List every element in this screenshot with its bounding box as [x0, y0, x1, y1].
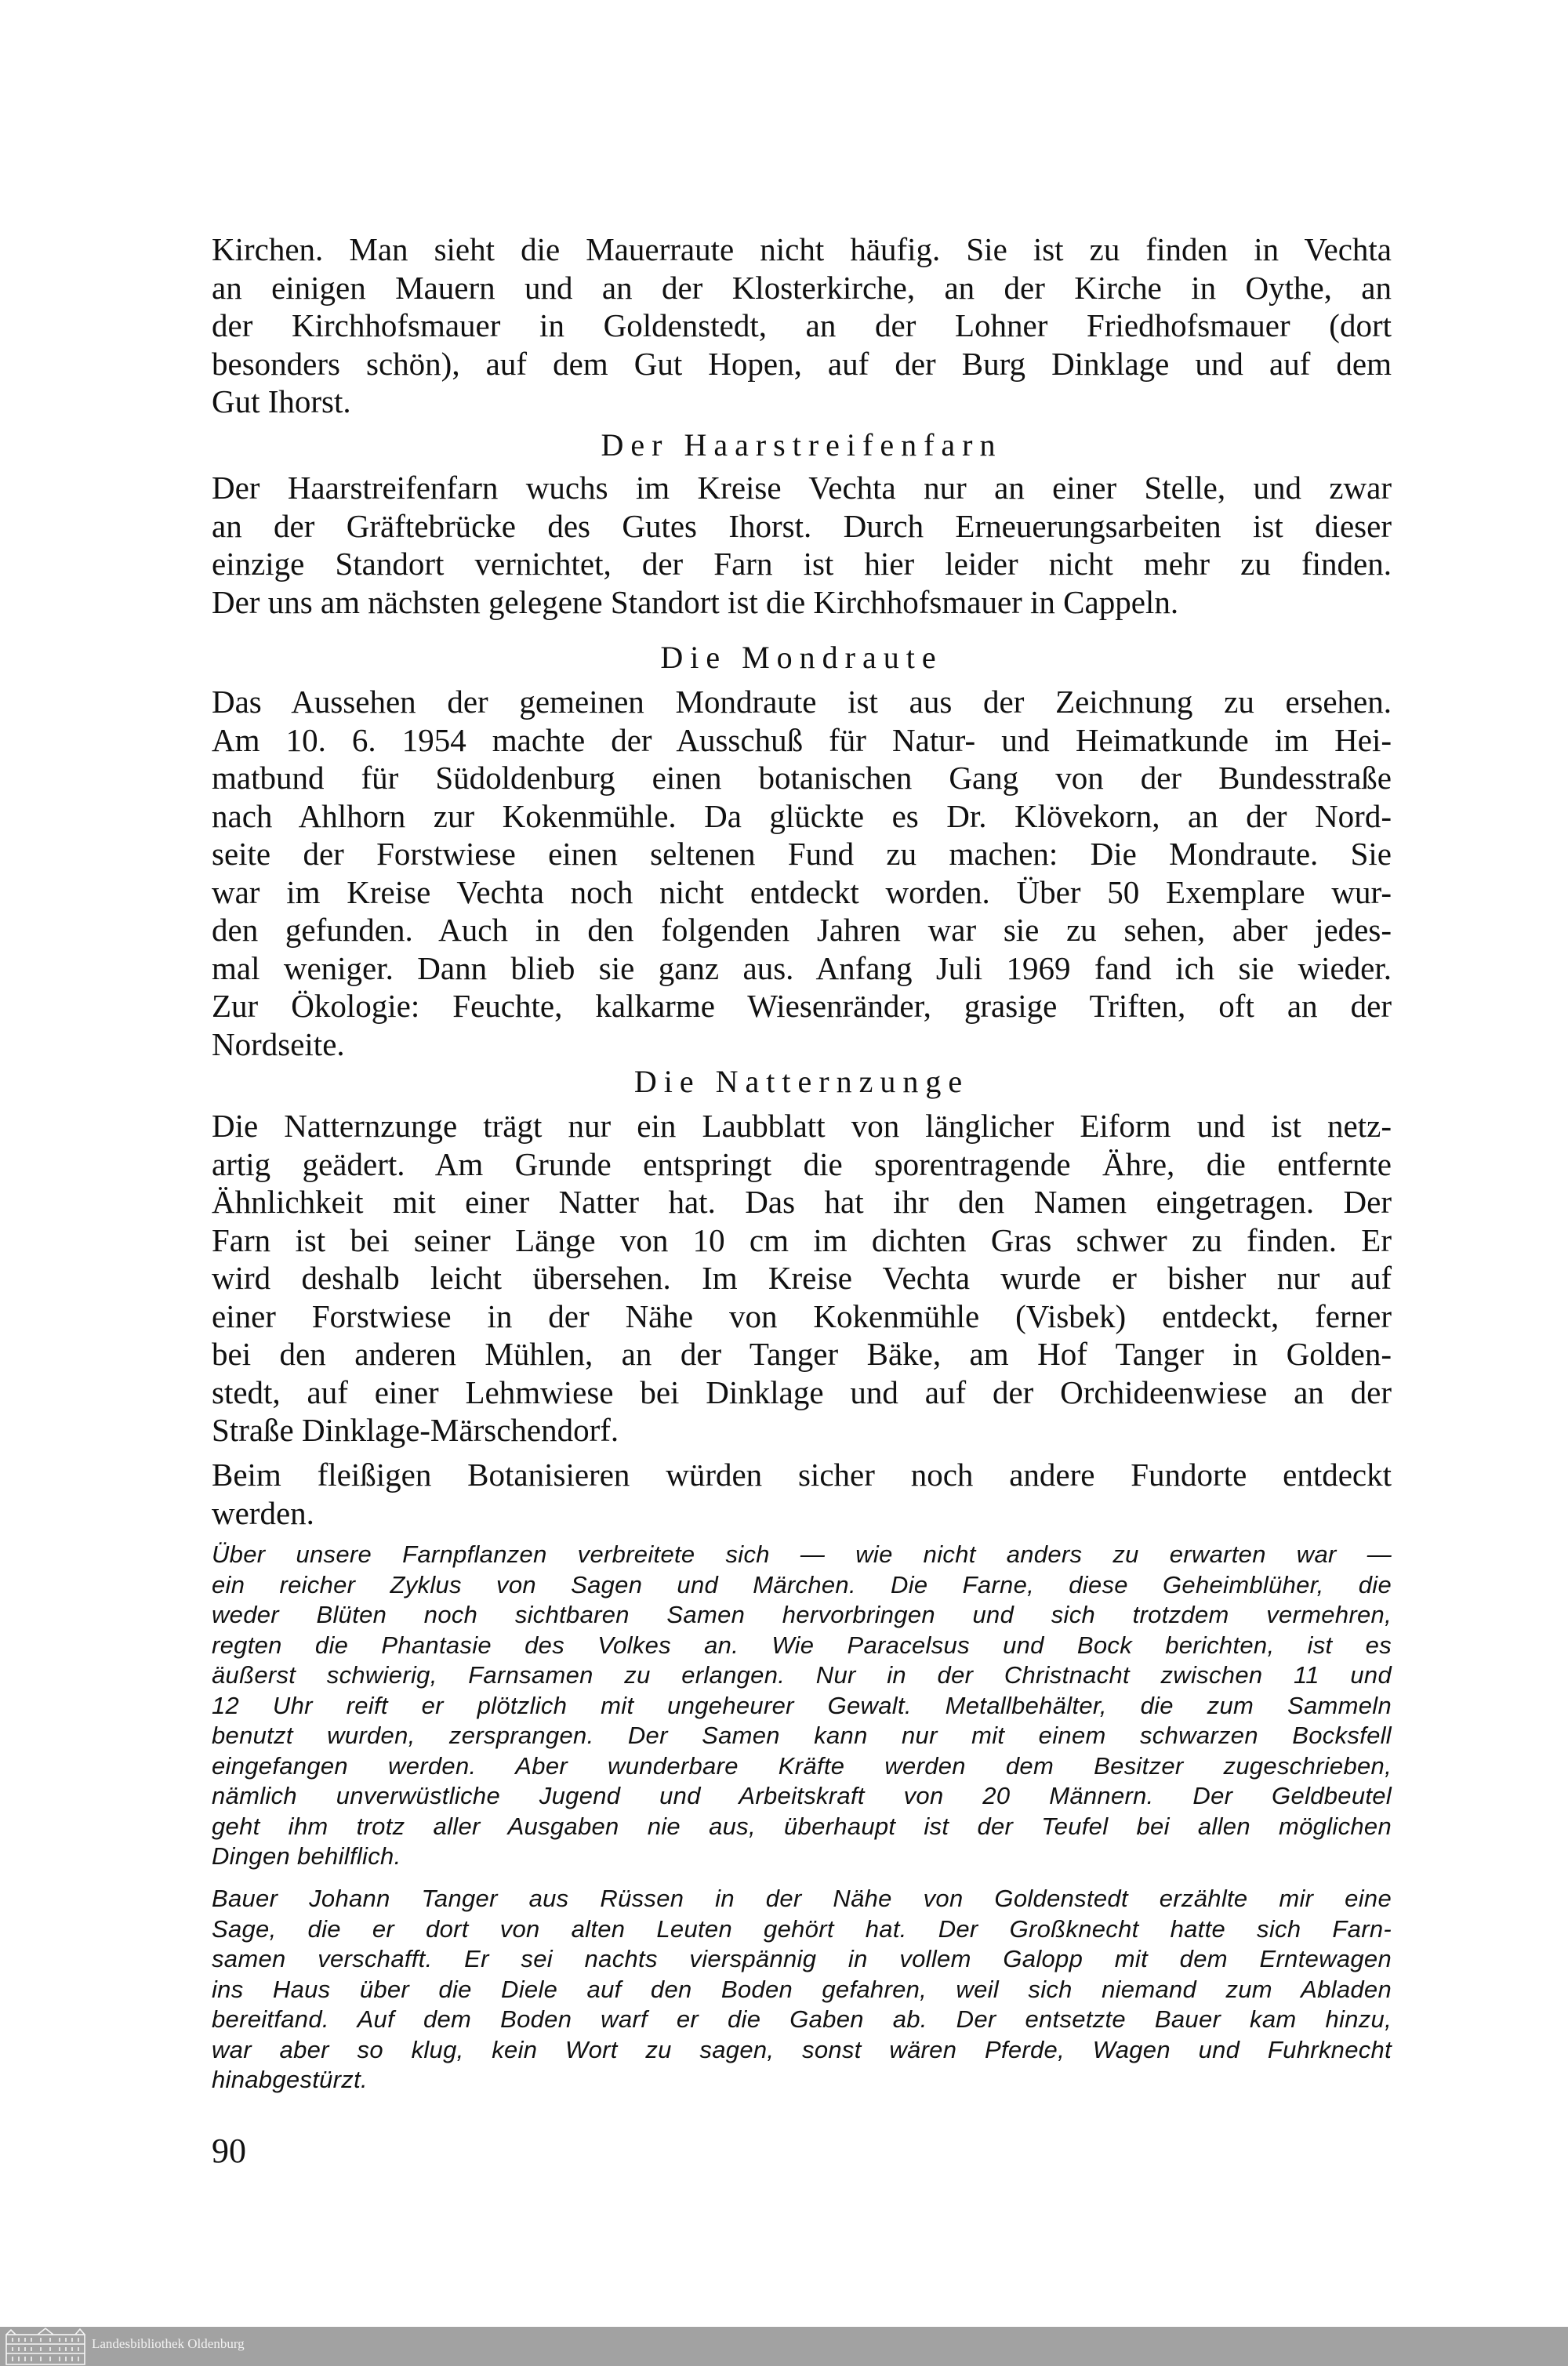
text-line: mal weniger. Dann blieb sie ganz aus. Anfang Juli 1969 fand ich sie wieder.	[212, 949, 1392, 986]
text-line: seite der Forstwiese einen seltenen Fund zu machen: Die Mondraute. Sie	[212, 836, 1392, 872]
text-line: hinabgestürzt.	[212, 2066, 368, 2093]
text-line: werden.	[212, 1494, 314, 1531]
text-line: Straße Dinklage-Märschendorf.	[212, 1412, 619, 1448]
paragraph	[212, 1456, 1392, 1532]
text-line: war im Kreise Vechta noch nicht entdeckt worden. Über 50 Exemplare wur-	[212, 873, 1392, 910]
paragraph	[212, 469, 1392, 621]
text-line: geht ihm trotz aller Ausgaben nie aus, überhaupt ist der Teufel bei allen möglichen	[212, 1812, 1392, 1840]
italic-paragraph	[212, 1884, 1392, 2096]
text-line: Kirchen. Man sieht die Mauerraute nicht häufig. Sie ist zu finden in Vechta	[212, 231, 1392, 267]
text-line: Bauer Johann Tanger aus Rüssen in der Nähe von Goldenstedt erzählte mir eine	[212, 1885, 1392, 1912]
italic-paragraph	[212, 1540, 1392, 1872]
text-line: bei den anderen Mühlen, an der Tanger Bäke, am Hof Tanger in Golden-	[212, 1336, 1392, 1372]
paragraph	[212, 230, 1392, 421]
text-line: Über unsere Farnpflanzen verbreitete sich — wie nicht anders zu erwarten war —	[212, 1540, 1392, 1568]
text-line: regten die Phantasie des Volkes an. Wie Paracelsus und Bock berichten, ist es	[212, 1631, 1392, 1659]
paragraph	[212, 1107, 1392, 1450]
text-line: äußerst schwierig, Farnsamen zu erlangen. Nur in der Christnacht zwischen 11 und	[212, 1661, 1392, 1689]
text-line: nämlich unverwüstliche Jugend und Arbeitskraft von 20 Männern. Der Geldbeutel	[212, 1782, 1392, 1809]
text-line: matbund für Südoldenburg einen botanischen Gang von der Bundesstraße	[212, 760, 1392, 796]
text-line: eingefangen werden. Aber wunderbare Kräfte werden dem Besitzer zugeschrieben,	[212, 1751, 1392, 1780]
text-line: Sage, die er dort von alten Leuten gehört hat. Der Großknecht hatte sich Farn-	[212, 1914, 1392, 1943]
text-line: an der Gräftebrücke des Gutes Ihorst. Durch Erneuerungsarbeiten ist dieser	[212, 507, 1392, 544]
text-line: Zur Ökologie: Feuchte, kalkarme Wiesenränder, grasige Triften, oft an der	[212, 988, 1392, 1024]
text-line: stedt, auf einer Lehmwiese bei Dinklage und auf der Orchideenwiese an der	[212, 1374, 1392, 1410]
text-line: ins Haus über die Diele auf den Boden gefahren, weil sich niemand zum Abladen	[212, 1975, 1392, 2003]
paragraph	[212, 683, 1392, 1063]
text-line: Das Aussehen der gemeinen Mondraute ist aus der Zeichnung zu ersehen.	[212, 684, 1392, 720]
section-heading: Die Mondraute	[660, 640, 943, 675]
text-line: war aber so klug, kein Wort zu sagen, sonst wären Pferde, Wagen und Fuhrknecht	[212, 2035, 1392, 2063]
section-heading: Die Natternzunge	[633, 1064, 970, 1099]
text-line: bereitfand. Auf dem Boden warf er die Gaben ab. Der entsetzte Bauer kam hinzu,	[212, 2005, 1392, 2033]
text-line: Am 10. 6. 1954 machte der Ausschuß für Natur- und Heimatkunde im Hei-	[212, 721, 1392, 758]
text-line: Beim fleißigen Botanisieren würden sicher noch andere Fundorte entdeckt	[212, 1457, 1392, 1493]
text-line: 12 Uhr reift er plötzlich mit ungeheurer Gewalt. Metallbehälter, die zum Sammeln	[212, 1691, 1392, 1719]
page-number: 90	[212, 2132, 246, 2170]
section-heading: Der Haarstreifenfarn	[601, 427, 1003, 463]
text-line: Farn ist bei seiner Länge von 10 cm im dichten Gras schwer zu finden. Er	[212, 1221, 1392, 1258]
text-line: artig geädert. Am Grunde entspringt die sporentragende Ähre, die entfernte	[212, 1145, 1392, 1182]
text-line: Gut Ihorst.	[212, 383, 351, 419]
footer-bar	[0, 2327, 1568, 2366]
text-line: an einigen Mauern und an der Klosterkirche, an der Kirche in Oythe, an	[212, 269, 1392, 306]
text-line: Nordseite.	[212, 1025, 345, 1062]
text-line: einer Forstwiese in der Nähe von Kokenmühle (Visbek) entdeckt, ferner	[212, 1297, 1392, 1334]
text-line: wird deshalb leicht übersehen. Im Kreise Vechta wurde er bisher nur auf	[212, 1260, 1392, 1296]
text-line: einzige Standort vernichtet, der Farn ist hier leider nicht mehr zu finden.	[212, 546, 1392, 582]
text-line: nach Ahlhorn zur Kokenmühle. Da glückte es Dr. Klövekorn, an der Nord-	[212, 797, 1392, 834]
text-line: Die Natternzunge trägt nur ein Laubblatt von länglicher Eiform und ist netz-	[212, 1108, 1392, 1144]
text-line: benutzt wurden, zersprangen. Der Samen kann nur mit einem schwarzen Bocksfell	[212, 1722, 1392, 1749]
text-line: samen verschafft. Er sei nachts vierspännig in vollem Galopp mit dem Erntewagen	[212, 1945, 1392, 1972]
text-line: ein reicher Zyklus von Sagen und Märchen. Die Farne, diese Geheimblüher, die	[212, 1570, 1392, 1599]
text-line: Der Haarstreifenfarn wuchs im Kreise Vechta nur an einer Stelle, und zwar	[212, 470, 1392, 506]
text-line: Ähnlichkeit mit einer Natter hat. Das hat ihr den Namen eingetragen. Der	[212, 1184, 1392, 1220]
text-line: besonders schön), auf dem Gut Hopen, auf der Burg Dinklage und auf dem	[212, 345, 1392, 382]
text-line: Der uns am nächsten gelegene Standort ist die Kirchhofsmauer in Cappeln.	[212, 583, 1179, 620]
library-name: Landesbibliothek Oldenburg	[92, 2336, 245, 2351]
text-line: der Kirchhofsmauer in Goldenstedt, an der Lohner Friedhofsmauer (dort	[212, 307, 1392, 343]
library-building-icon	[5, 2327, 86, 2366]
text-line: weder Blüten noch sichtbaren Samen hervorbringen und sich trotzdem vermehren,	[212, 1601, 1392, 1628]
text-line: den gefunden. Auch in den folgenden Jahren war sie zu sehen, aber jedes-	[212, 912, 1392, 948]
text-line: Dingen behilflich.	[212, 1842, 401, 1870]
